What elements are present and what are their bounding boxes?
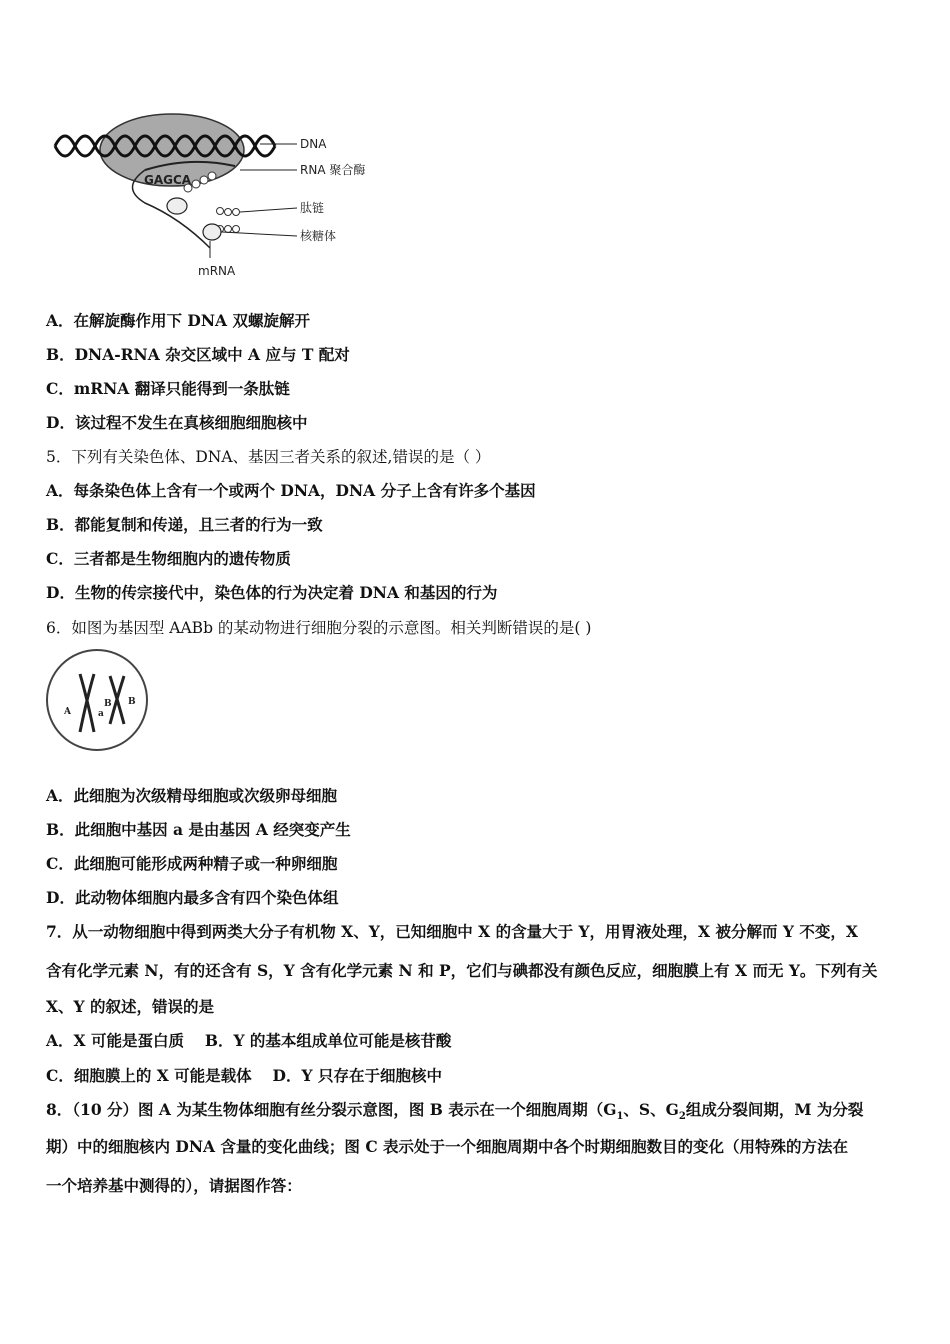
q6-option-b: B．此细胞中基因 a 是由基因 A 经突变产生 — [46, 820, 351, 839]
q8-line-1 — [46, 1100, 863, 1127]
cell-division-diagram — [42, 646, 152, 754]
ribosome-2 — [203, 224, 221, 240]
q8-line-1-pre: 8．（10 分）图 A 为某生物体细胞有丝分裂示意图，图 B 表示在一个细胞周期（G — [46, 1100, 617, 1119]
q8-line-1-post: 组成分裂间期，M 为分裂 — [685, 1100, 864, 1119]
q8-subscript-2: 2 — [678, 1111, 686, 1123]
q6-option-c: C．此细胞可能形成两种精子或一种卵细胞 — [46, 854, 338, 873]
q8-line-2: 期）中的细胞核内 DNA 含量的变化曲线；图 C 表示处于一个细胞周期中各个时期细胞数目的变化（用特殊的方法在 — [46, 1137, 849, 1156]
q7-line-2: 含有化学元素 N，有的还含有 S，Y 含有化学元素 N 和 P，它们与碘都没有颜色反应，细胞膜上有 X 而无 Y。下列有关 — [46, 961, 878, 980]
q5-option-a: A．每条染色体上含有一个或两个 DNA，DNA 分子上含有许多个基因 — [46, 481, 536, 500]
q7-options-cd: C．细胞膜上的 X 可能是载体 D．Y 只存在于细胞核中 — [46, 1066, 442, 1085]
q8-line-1-mid: 、S、G — [623, 1100, 679, 1119]
q7-options-ab: A．X 可能是蛋白质 B．Y 的基本组成单位可能是核苷酸 — [46, 1031, 452, 1050]
q8-line-3: 一个培养基中测得的），请据图作答： — [46, 1176, 302, 1195]
q5-option-c: C．三者都是生物细胞内的遗传物质 — [46, 549, 291, 568]
ribosome-label: 核糖体 — [300, 229, 337, 243]
q6-option-d: D．此动物体细胞内最多含有四个染色体组 — [46, 888, 339, 907]
rna-polymerase-label: RNA 聚合酶 — [300, 163, 366, 177]
mrna-label: mRNA — [198, 264, 236, 278]
gene-label-b-upper: B — [104, 699, 112, 709]
q5-stem: 5．下列有关染色体、DNA、基因三者关系的叙述,错误的是（ ） — [46, 448, 491, 466]
q4-option-a: A．在解旋酶作用下 DNA 双螺旋解开 — [46, 311, 310, 330]
q5-option-d: D．生物的传宗接代中，染色体的行为决定着 DNA 和基因的行为 — [46, 583, 498, 602]
gene-label-a-upper: A — [64, 707, 71, 717]
q7-line-3: X、Y 的叙述，错误的是 — [46, 997, 214, 1016]
gene-label-b-right: B — [128, 697, 136, 707]
q4-option-d: D．该过程不发生在真核细胞细胞核中 — [46, 413, 308, 432]
q4-option-b: B．DNA-RNA 杂交区域中 A 应与 T 配对 — [46, 345, 350, 364]
q4-option-c: C．mRNA 翻译只能得到一条肽链 — [46, 379, 290, 398]
dna-label: DNA — [300, 137, 327, 151]
q6-option-a: A．此细胞为次级精母细胞或次级卵母细胞 — [46, 786, 338, 805]
gene-label-a-lower: a — [98, 709, 104, 719]
transcription-diagram — [50, 108, 390, 283]
peptide-label: 肽链 — [300, 201, 325, 215]
q5-option-b: B．都能复制和传递，且三者的行为一致 — [46, 515, 323, 534]
q8-subscript-1: 1 — [616, 1111, 624, 1123]
sequence-label: GAGCA — [144, 173, 192, 187]
ribosome-1 — [167, 198, 187, 214]
q6-stem: 6．如图为基因型 AABb 的某动物进行细胞分裂的示意图。相关判断错误的是( ) — [46, 619, 592, 637]
q7-line-1: 7．从一动物细胞中得到两类大分子有机物 X、Y，已知细胞中 X 的含量大于 Y，用胃液处理，X 被分解而 Y 不变，X — [46, 922, 858, 941]
